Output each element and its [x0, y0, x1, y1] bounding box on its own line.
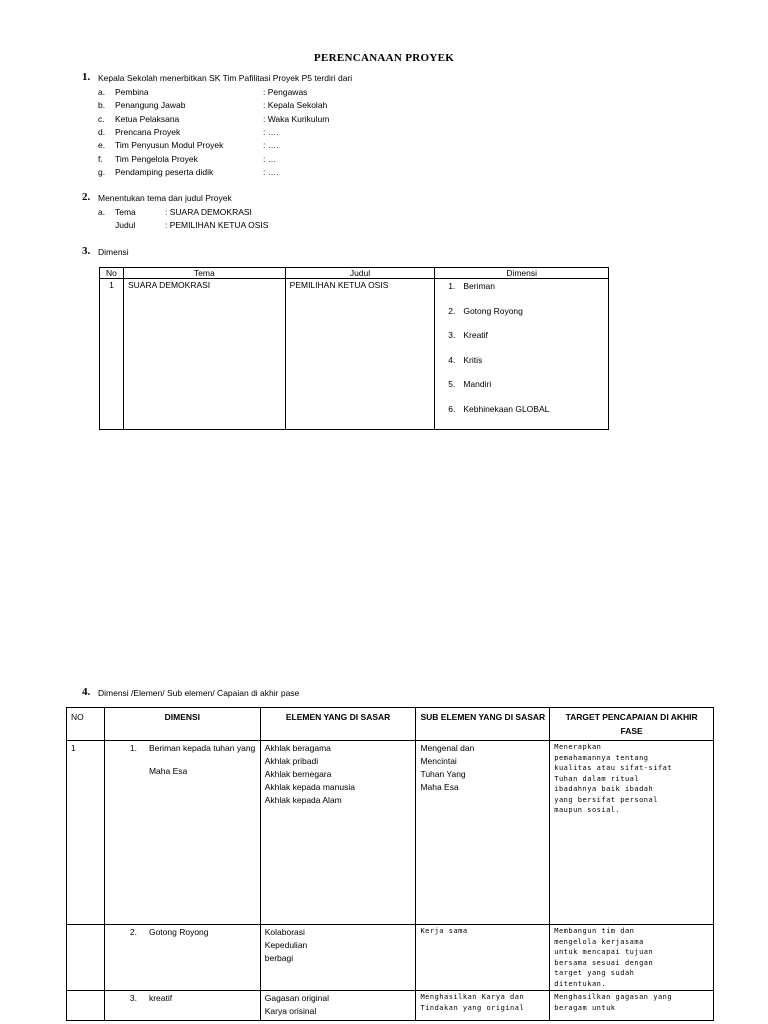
target-line: bersama sesuai dengan — [554, 958, 654, 967]
dimensi-name-cont: Maha Esa — [148, 766, 188, 776]
dimensi-item — [439, 354, 604, 379]
cell-no: 1 — [67, 741, 105, 925]
dimensi-item — [439, 280, 604, 305]
target-line: untuk mencapai tujuan — [554, 948, 654, 956]
target-line: mengelola kerjasama — [554, 937, 644, 946]
target-line: maupun sosial. — [554, 806, 621, 814]
target-line: Membangun tim dan — [554, 927, 635, 935]
tema-value: : SUARA DEMOKRASI — [165, 207, 252, 217]
cell-elemen — [260, 741, 416, 925]
cell-tema: SUARA DEMOKRASI — [123, 279, 285, 430]
target-line: kualitas atau sifat-sifat — [554, 764, 673, 772]
sk-item-letter: g. — [98, 166, 106, 177]
dimensi-list — [439, 280, 604, 428]
dimensi-item — [439, 305, 604, 330]
page-title: PERENCANAAN PROYEK — [313, 52, 455, 64]
dimensi-item-number: 4. — [448, 354, 456, 365]
sub-elemen-line: Mengenal dan — [420, 743, 475, 753]
judul-value: : PEMILIHAN KETUA OSIS — [165, 220, 269, 230]
capaian-table — [66, 707, 714, 1021]
dimensi-item-number: 5. — [448, 379, 456, 390]
sk-item-value: : …. — [263, 126, 279, 137]
sk-item-letter: a. — [98, 87, 106, 97]
sub-elemen-line: Menghasilkan Karya dan — [420, 993, 525, 1001]
target-line: target yang sudah — [554, 969, 635, 977]
target-line: Tuhan dalam ritual — [554, 774, 640, 783]
header-judul: Judul — [285, 268, 435, 279]
header-sub-elemen: SUB ELEMEN YANG DI SASAR — [416, 708, 550, 741]
cell-dimensi — [104, 925, 260, 991]
sub-elemen-line: Mencintai — [420, 756, 457, 766]
cell-sub-elemen — [416, 925, 550, 991]
sk-item-value: : Pengawas — [263, 87, 308, 97]
sub-elemen-line: Tuhan Yang — [420, 769, 466, 779]
target-line: Menghasilkan gagasan yang — [554, 993, 673, 1001]
sk-item-letter: c. — [98, 113, 105, 124]
sk-item-label: Penangung Jawab — [115, 100, 186, 111]
dimensi-item-number: 3. — [448, 330, 456, 341]
section-2-letter: a. — [98, 207, 106, 217]
dimensi-item-number: 6. — [448, 403, 456, 414]
judul-label: Judul — [115, 220, 136, 230]
dimensi-item-label: Gotong Royong — [463, 305, 523, 316]
cell-sub-elemen — [416, 991, 550, 1021]
dimensi-number: 1. — [129, 743, 137, 753]
cell-no: 1 — [100, 279, 124, 430]
header-dimensi: Dimensi — [435, 268, 609, 279]
target-line: ibadahnya baik ibadah — [554, 785, 654, 793]
sk-item-label: Pendamping peserta didik — [115, 166, 214, 177]
cell-target — [550, 741, 714, 925]
tema-label: Tema — [115, 207, 136, 217]
dimensi-number: 3. — [129, 993, 137, 1003]
dimensi-item-label: Beriman — [463, 281, 495, 291]
section-4-heading: Dimensi /Elemen/ Sub elemen/ Capaian di akhir pase — [98, 688, 300, 698]
section-2-heading: Menentukan tema dan judul Proyek — [98, 193, 232, 203]
header-tema: Tema — [123, 268, 285, 279]
dimensi-name: Beriman kepada tuhan yang — [148, 743, 256, 753]
sk-item-label: Tim Pengelola Proyek — [115, 153, 198, 164]
table-row — [100, 279, 609, 430]
dimensi-item-label: Kritis — [463, 354, 483, 365]
elemen-line: Akhlak bernegara — [264, 769, 332, 779]
cell-no — [67, 991, 105, 1021]
cell-elemen — [260, 991, 416, 1021]
section-1-number: 1. — [82, 71, 91, 83]
cell-elemen — [260, 925, 416, 991]
elemen-line: Gagasan original — [264, 993, 329, 1003]
elemen-line: berbagi — [264, 953, 294, 963]
cell-target — [550, 925, 714, 991]
target-line: ditentukan. — [554, 979, 607, 988]
elemen-line: Kolaborasi — [264, 927, 305, 937]
header-no: No — [100, 268, 124, 279]
sk-item-label: Tim Penyusun Modul Proyek — [115, 140, 224, 151]
dimensi-name: kreatif — [148, 993, 173, 1003]
cell-dimensi — [104, 991, 260, 1021]
sk-item-label: Pembina — [115, 87, 149, 97]
sk-item-letter: e. — [98, 140, 106, 151]
target-line: beragam untuk — [554, 1003, 616, 1012]
table-header-row — [67, 708, 714, 741]
table-row — [67, 741, 714, 925]
sub-elemen-line: Maha Esa — [420, 782, 459, 792]
sk-item-value: : …. — [263, 140, 279, 151]
elemen-line: Karya orisinal — [264, 1006, 317, 1016]
dimensi-item — [439, 378, 604, 403]
sk-item-label: Ketua Pelaksana — [115, 113, 180, 124]
cell-judul: PEMILIHAN KETUA OSIS — [285, 279, 435, 430]
elemen-line: Akhlak pribadi — [264, 756, 319, 766]
dimensi-name: Gotong Royong — [148, 927, 209, 937]
sk-item-value: : …. — [263, 166, 279, 177]
dimensi-item-label: Kebhinekaan GLOBAL — [463, 403, 550, 414]
sk-item-value: : … — [263, 153, 277, 164]
section-1-heading: Kepala Sekolah menerbitkan SK Tim Pafilitasi Proyek P5 terdiri dari — [98, 73, 353, 83]
elemen-line: Kepedulian — [264, 940, 308, 950]
header-target: TARGET PENCAPAIAN DI AKHIR FASE — [550, 708, 714, 741]
section-4-number: 4. — [82, 686, 91, 698]
section-2-number: 2. — [82, 191, 91, 203]
elemen-line: Akhlak kepada manusia — [264, 782, 355, 792]
sk-item-letter: d. — [98, 126, 106, 137]
section-3-heading: Dimensi — [98, 247, 129, 257]
dimensi-item-label: Kreatif — [463, 330, 488, 341]
sub-elemen-line: Tindakan yang original — [420, 1003, 525, 1012]
sk-item-letter: f. — [98, 153, 103, 164]
cell-target — [550, 991, 714, 1021]
cell-dimensi — [104, 741, 260, 925]
header-no: NO — [67, 708, 105, 741]
sub-elemen-line: Kerja sama — [420, 927, 468, 935]
table-row — [67, 925, 714, 991]
cell-sub-elemen — [416, 741, 550, 925]
elemen-line: Akhlak beragama — [264, 743, 331, 753]
dimensi-item-number: 2. — [448, 305, 456, 316]
elemen-line: Akhlak kepada Alam — [264, 795, 342, 805]
section-3-number: 3. — [82, 245, 91, 257]
dimensi-item-number: 1. — [448, 281, 456, 291]
dimensi-item-label: Mandiri — [463, 379, 492, 390]
cell-no — [67, 925, 105, 991]
header-elemen: ELEMEN YANG DI SASAR — [260, 708, 416, 741]
table-row — [67, 991, 714, 1021]
dimensi-item — [439, 329, 604, 354]
target-line: yang bersifat personal — [554, 795, 658, 804]
dimensi-number: 2. — [129, 927, 137, 937]
dimensi-table — [99, 267, 609, 430]
sk-item-value: : Kepala Sekolah — [263, 100, 328, 111]
header-dimensi: DIMENSI — [104, 708, 260, 741]
target-line: pemahamannya tentang — [554, 753, 649, 762]
sk-item-letter: b. — [98, 100, 106, 111]
sk-item-value: : Waka Kurikulum — [263, 113, 330, 124]
cell-dimensi — [435, 279, 609, 430]
sk-item-label: Prencana Proyek — [115, 126, 181, 137]
dimensi-item — [439, 403, 604, 428]
table-header-row — [100, 268, 609, 279]
target-line: Menerapkan — [554, 743, 602, 751]
